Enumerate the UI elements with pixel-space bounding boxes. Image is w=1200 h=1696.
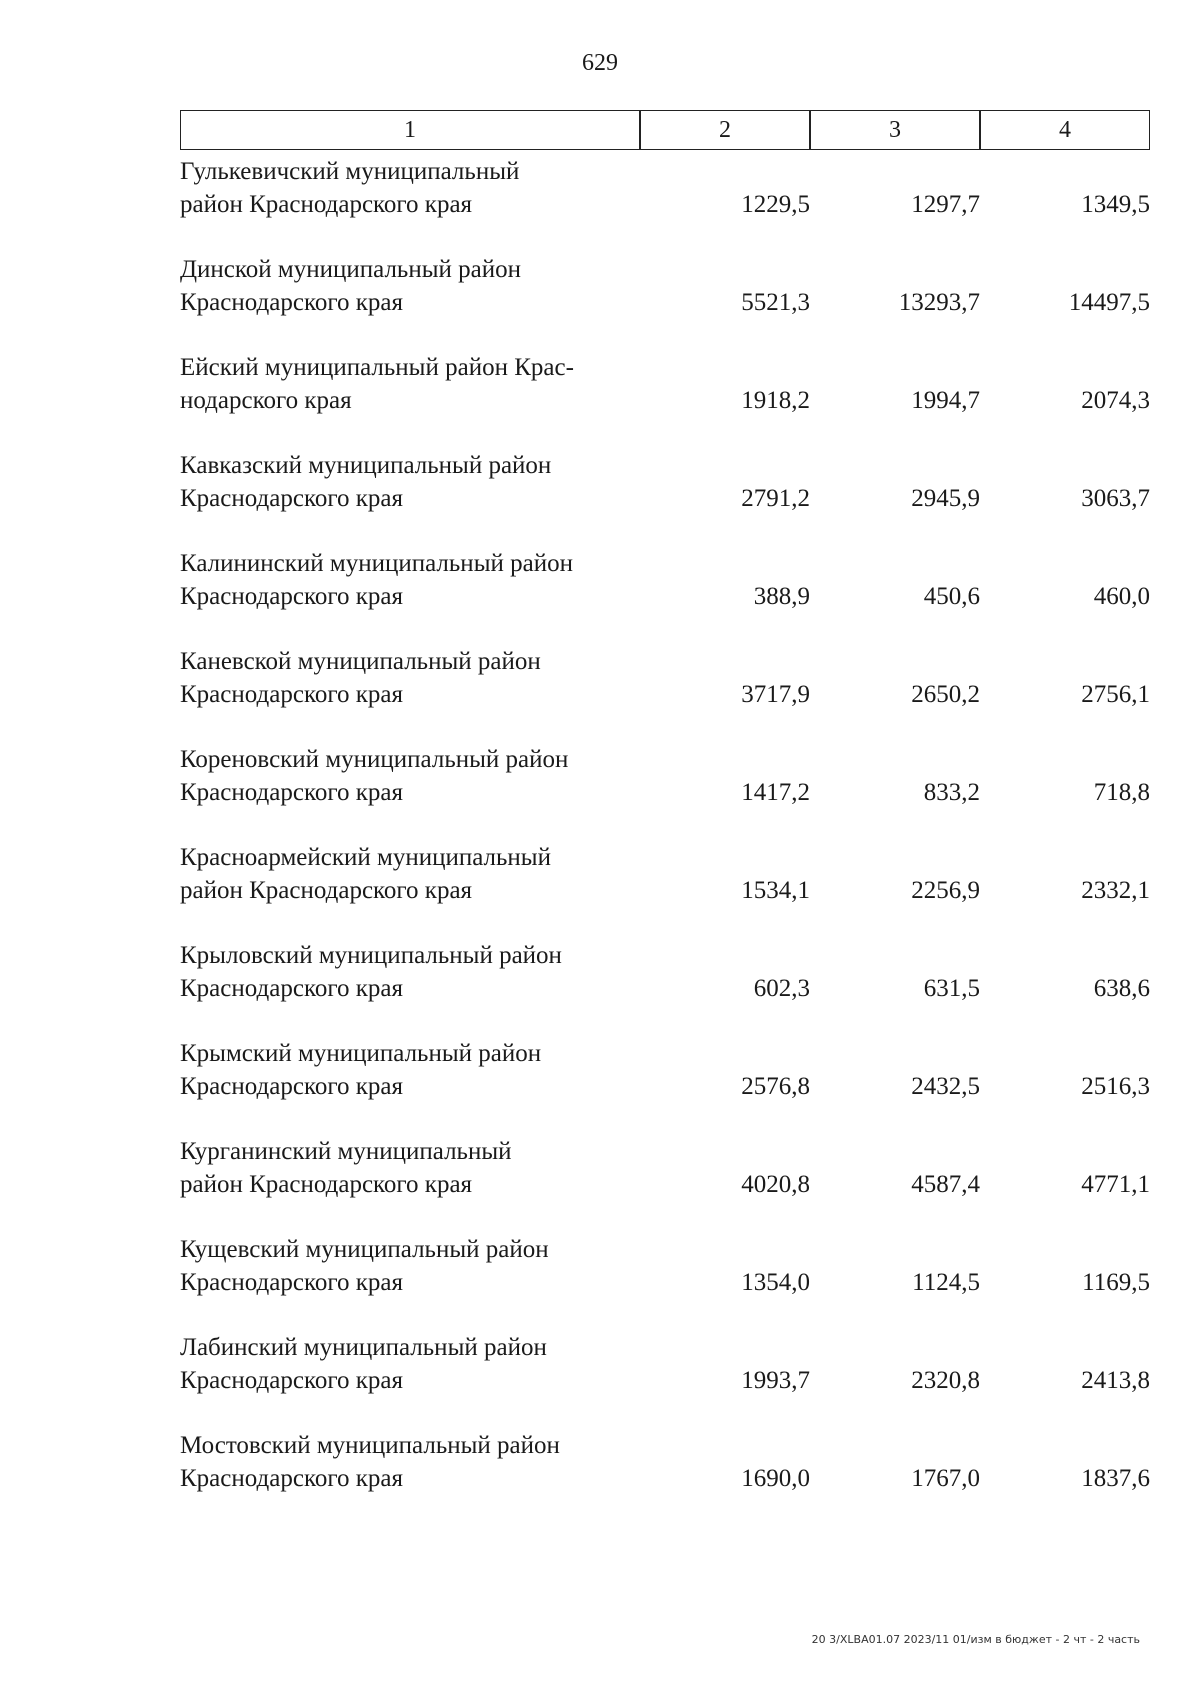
value-col-3: 2256,9 [911, 877, 980, 904]
value-col-3: 450,6 [923, 583, 980, 610]
value-col-4: 1349,5 [1081, 191, 1150, 218]
value-col-3: 833,2 [923, 779, 980, 806]
table-row [0, 1233, 1200, 1331]
value-col-4: 2332,1 [1081, 877, 1150, 904]
value-col-3: 13293,7 [898, 289, 980, 316]
table-row [0, 1331, 1200, 1429]
row-name: Кущевский муниципальный район Краснодарского края [180, 1236, 549, 1296]
table-row [0, 841, 1200, 939]
page-number: 629 [582, 50, 618, 76]
footer-document-code: 20 3/XLBA01.07 2023/11 01/изм в бюджет - 2 чт - 2 часть [811, 1633, 1140, 1646]
row-name: Кореновский муниципальный район Краснодарского края [180, 746, 569, 806]
value-col-4: 4771,1 [1081, 1171, 1150, 1198]
column-header-2: 2 [640, 110, 810, 150]
table-row [0, 743, 1200, 841]
row-name: Калининский муниципальный район Краснодарского края [180, 550, 573, 610]
value-col-4: 1169,5 [1082, 1269, 1150, 1296]
table-row [0, 155, 1200, 253]
table-row [0, 645, 1200, 743]
table-row [0, 351, 1200, 449]
value-col-3: 631,5 [923, 975, 980, 1002]
row-name: Курганинский муниципальный район Краснодарского края [180, 1138, 512, 1198]
value-col-4: 14497,5 [1068, 289, 1150, 316]
row-name: Лабинский муниципальный район Краснодарского края [180, 1334, 547, 1394]
row-name: Мостовский муниципальный район Краснодарского края [180, 1432, 560, 1492]
value-col-2: 5521,3 [741, 289, 810, 316]
table-header [180, 110, 1160, 150]
column-header-3: 3 [810, 110, 980, 150]
value-col-4: 718,8 [1093, 779, 1150, 806]
value-col-4: 2074,3 [1081, 387, 1150, 414]
column-header-1: 1 [180, 110, 640, 150]
value-col-4: 638,6 [1093, 975, 1150, 1002]
row-name: Крыловский муниципальный район Краснодарского края [180, 942, 562, 1002]
table-row [0, 253, 1200, 351]
value-col-2: 602,3 [753, 975, 810, 1002]
value-col-3: 2320,8 [911, 1367, 980, 1394]
value-col-2: 1534,1 [741, 877, 810, 904]
row-name: Каневской муниципальный район Краснодарского края [180, 648, 541, 708]
value-col-4: 2516,3 [1081, 1073, 1150, 1100]
value-col-2: 1993,7 [741, 1367, 810, 1394]
value-col-2: 1229,5 [741, 191, 810, 218]
value-col-2: 388,9 [753, 583, 810, 610]
value-col-4: 3063,7 [1081, 485, 1150, 512]
value-col-2: 1354,0 [741, 1269, 810, 1296]
value-col-3: 1297,7 [911, 191, 980, 218]
table-row [0, 1429, 1200, 1527]
row-name: Ейский муниципальный район Крас- нодарского края [180, 354, 574, 414]
row-name: Красноармейский муниципальный район Краснодарского края [180, 844, 551, 904]
column-header-4: 4 [980, 110, 1150, 150]
value-col-3: 4587,4 [911, 1171, 980, 1198]
value-col-4: 1837,6 [1081, 1465, 1150, 1492]
value-col-2: 2576,8 [741, 1073, 810, 1100]
row-name: Гулькевичский муниципальный район Краснодарского края [180, 158, 520, 218]
value-col-4: 2413,8 [1081, 1367, 1150, 1394]
table-row [0, 449, 1200, 547]
value-col-3: 2650,2 [911, 681, 980, 708]
value-col-3: 1994,7 [911, 387, 980, 414]
value-col-2: 1417,2 [741, 779, 810, 806]
table-row [0, 939, 1200, 1037]
table-row [0, 1037, 1200, 1135]
row-name: Кавказский муниципальный район Краснодарского края [180, 452, 552, 512]
value-col-3: 1767,0 [911, 1465, 980, 1492]
value-col-2: 4020,8 [741, 1171, 810, 1198]
table-row [0, 1135, 1200, 1233]
row-name: Динской муниципальный район Краснодарского края [180, 256, 521, 316]
value-col-2: 2791,2 [741, 485, 810, 512]
value-col-4: 2756,1 [1081, 681, 1150, 708]
value-col-3: 2432,5 [911, 1073, 980, 1100]
value-col-4: 460,0 [1093, 583, 1150, 610]
value-col-3: 1124,5 [912, 1269, 980, 1296]
value-col-2: 3717,9 [741, 681, 810, 708]
row-name: Крымский муниципальный район Краснодарского края [180, 1040, 542, 1100]
value-col-3: 2945,9 [911, 485, 980, 512]
table-row [0, 547, 1200, 645]
value-col-2: 1690,0 [741, 1465, 810, 1492]
value-col-2: 1918,2 [741, 387, 810, 414]
